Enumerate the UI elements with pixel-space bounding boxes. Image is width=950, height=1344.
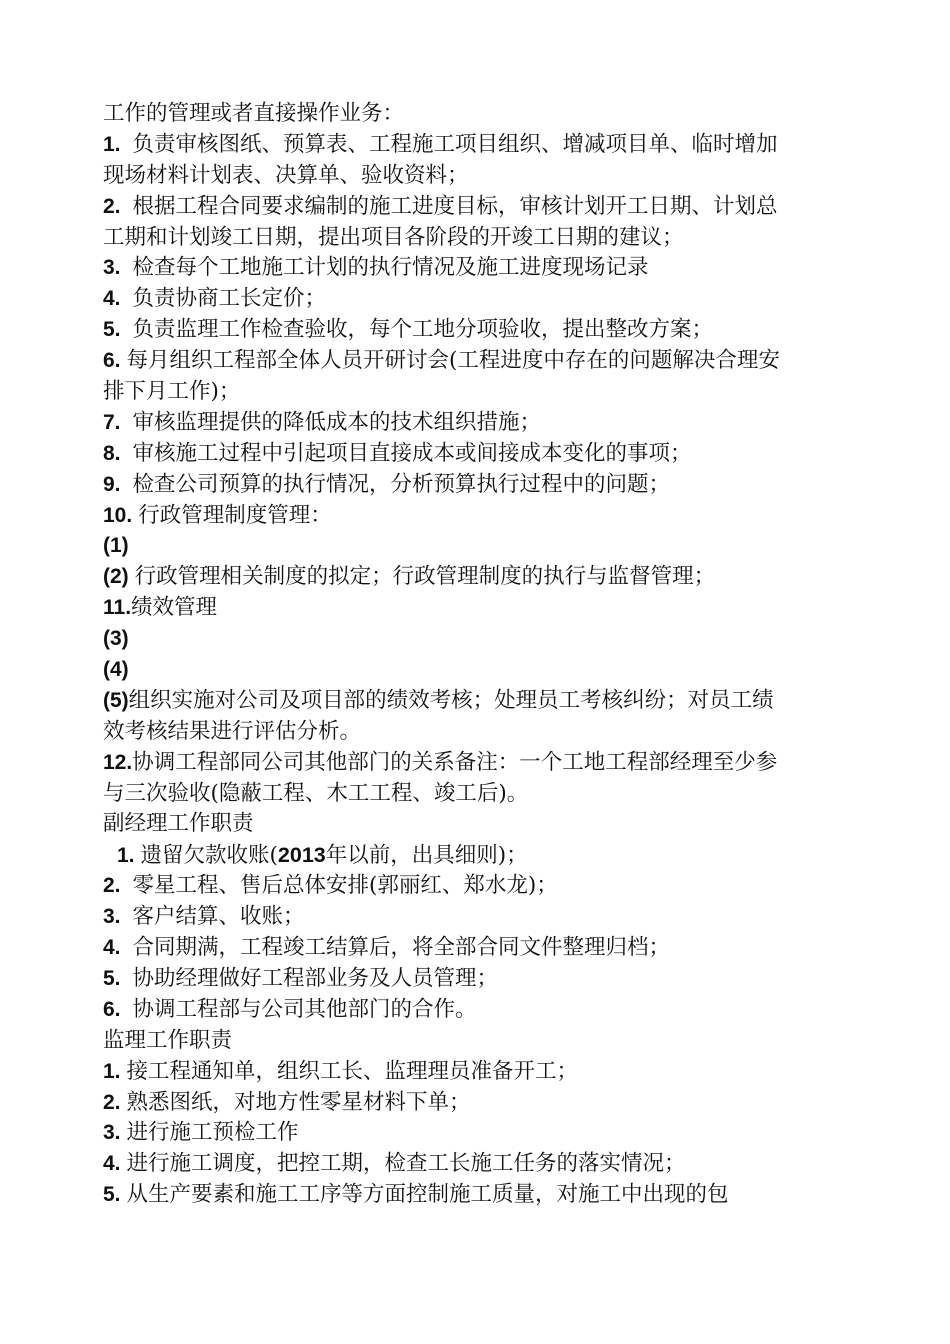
item-number: 6. [103, 349, 121, 373]
heading-text: 监理工作职责 [103, 1027, 233, 1053]
list-item [103, 995, 863, 1026]
item-number: 12. [103, 750, 133, 774]
item-number: 11. [103, 596, 132, 620]
item-text: 协调工程部与公司其他部门的合作。 [132, 996, 477, 1022]
item-text: 负责审核图纸、预算表、工程施工项目组织、增减项目单、临时增加 [132, 131, 778, 157]
list-item [103, 1057, 863, 1088]
text-line [103, 377, 863, 408]
item-text: 根据工程合同要求编制的施工进度目标，审核计划开工日期、计划总 [132, 193, 778, 219]
list-item [103, 562, 863, 593]
list-item [103, 1088, 863, 1119]
section-heading [103, 809, 863, 840]
item-number: 2. [103, 194, 121, 218]
item-text-post: 年以前，出具细则)； [325, 843, 528, 869]
item-text: 检查公司预算的执行情况，分析预算执行过程中的问题； [132, 471, 671, 497]
list-item [103, 902, 863, 933]
list-item [103, 964, 863, 995]
text-line [103, 779, 863, 810]
item-number: 2. [103, 1090, 121, 1114]
list-item [103, 1118, 863, 1149]
list-item [103, 470, 863, 501]
item-text: 检查每个工地施工计划的执行情况及施工进度现场记录 [132, 255, 649, 281]
heading-text: 副经理工作职责 [103, 811, 254, 837]
item-text: 熟悉图纸，对地方性零星材料下单； [126, 1089, 471, 1115]
item-text: 审核施工过程中引起项目直接成本或间接成本变化的事项； [132, 440, 692, 466]
item-text: 审核监理提供的降低成本的技术组织措施； [132, 409, 542, 435]
list-item [103, 439, 863, 470]
text-line [103, 717, 863, 748]
item-number: (3) [103, 627, 129, 651]
document-body [103, 99, 863, 1211]
list-item [103, 686, 863, 717]
item-number: 5. [103, 966, 121, 990]
list-item [103, 408, 863, 439]
item-number: 1. [117, 844, 135, 868]
item-number: 3. [103, 1121, 121, 1145]
item-text: 组织实施对公司及项目部的绩效考核；处理员工考核纠纷；对员工绩 [128, 687, 774, 713]
list-item [103, 655, 863, 686]
item-number: (2) [103, 565, 129, 589]
list-item [103, 130, 863, 161]
item-text: 协助经理做好工程部业务及人员管理； [132, 965, 499, 991]
list-item [103, 1180, 863, 1211]
item-text: 负责监理工作检查验收，每个工地分项验收，提出整改方案； [132, 317, 714, 343]
item-text: 从生产要素和施工工序等方面控制施工质量，对施工中出现的包 [126, 1182, 729, 1208]
item-number: 5. [103, 1183, 121, 1207]
section-heading [103, 1026, 863, 1057]
item-number: 1. [103, 1059, 121, 1083]
list-item [103, 840, 863, 871]
list-item [103, 192, 863, 223]
text-line [103, 161, 863, 192]
item-number: 4. [103, 936, 121, 960]
line-text: 与三次验收(隐蔽工程、木工工程、竣工后)。 [103, 780, 529, 806]
list-item [103, 871, 863, 902]
item-text: 行政管理相关制度的拟定；行政管理制度的执行与监督管理； [134, 564, 716, 590]
item-number: 4. [103, 1152, 121, 1176]
list-item [103, 933, 863, 964]
item-text: 协调工程部同公司其他部门的关系备注：一个工地工程部经理至少参 [132, 749, 778, 775]
item-number: 10. [103, 503, 133, 527]
item-number: 4. [103, 287, 121, 311]
item-number: 2. [103, 874, 121, 898]
item-text: 行政管理制度管理： [138, 502, 332, 528]
item-number: 3. [103, 256, 121, 280]
list-item [103, 253, 863, 284]
item-text: 进行施工调度，把控工期，检查工长施工任务的落实情况； [126, 1151, 686, 1177]
item-number: (4) [103, 658, 129, 682]
list-item [103, 593, 863, 624]
item-text: 进行施工预检工作 [126, 1120, 299, 1146]
item-number: 3. [103, 905, 121, 929]
item-number: 5. [103, 318, 121, 342]
list-item [103, 315, 863, 346]
text-line [103, 223, 863, 254]
item-number: (1) [103, 534, 129, 558]
item-number: 1. [103, 132, 121, 156]
item-text: 绩效管理 [131, 595, 218, 621]
list-item [103, 624, 863, 655]
item-text-pre: 遗留欠款收账( [140, 843, 278, 869]
text-line [103, 99, 863, 130]
list-item [103, 284, 863, 315]
list-item [103, 501, 863, 532]
list-item [103, 346, 863, 377]
list-item [103, 748, 863, 779]
line-text: 排下月工作)； [103, 379, 241, 405]
item-number: 9. [103, 472, 121, 496]
line-text: 工作的管理或者直接操作业务： [103, 101, 405, 126]
item-text: 负责协商工长定价； [132, 286, 327, 312]
line-text: 效考核结果进行评估分析。 [103, 718, 362, 744]
list-item [103, 1149, 863, 1180]
item-number: 7. [103, 410, 121, 434]
line-text: 现场材料计划表、决算单、验收资料； [103, 162, 469, 188]
item-text: 接工程通知单，组织工长、监理理员准备开工； [126, 1058, 579, 1084]
item-number: 6. [103, 997, 121, 1021]
item-year: 2013 [277, 843, 326, 868]
item-text: 每月组织工程部全体人员开研讨会(工程进度中存在的问题解决合理安 [126, 348, 780, 374]
line-text: 工期和计划竣工日期，提出项目各阶段的开竣工日期的建议； [103, 224, 684, 250]
item-number: (5) [103, 688, 129, 712]
item-text: 客户结算、收账； [132, 904, 305, 930]
item-text: 合同期满，工程竣工结算后，将全部合同文件整理归档； [132, 935, 671, 961]
item-text: 零星工程、售后总体安排(郭丽红、郑水龙)； [132, 873, 558, 899]
item-number: 8. [103, 441, 121, 465]
list-item [103, 531, 863, 562]
